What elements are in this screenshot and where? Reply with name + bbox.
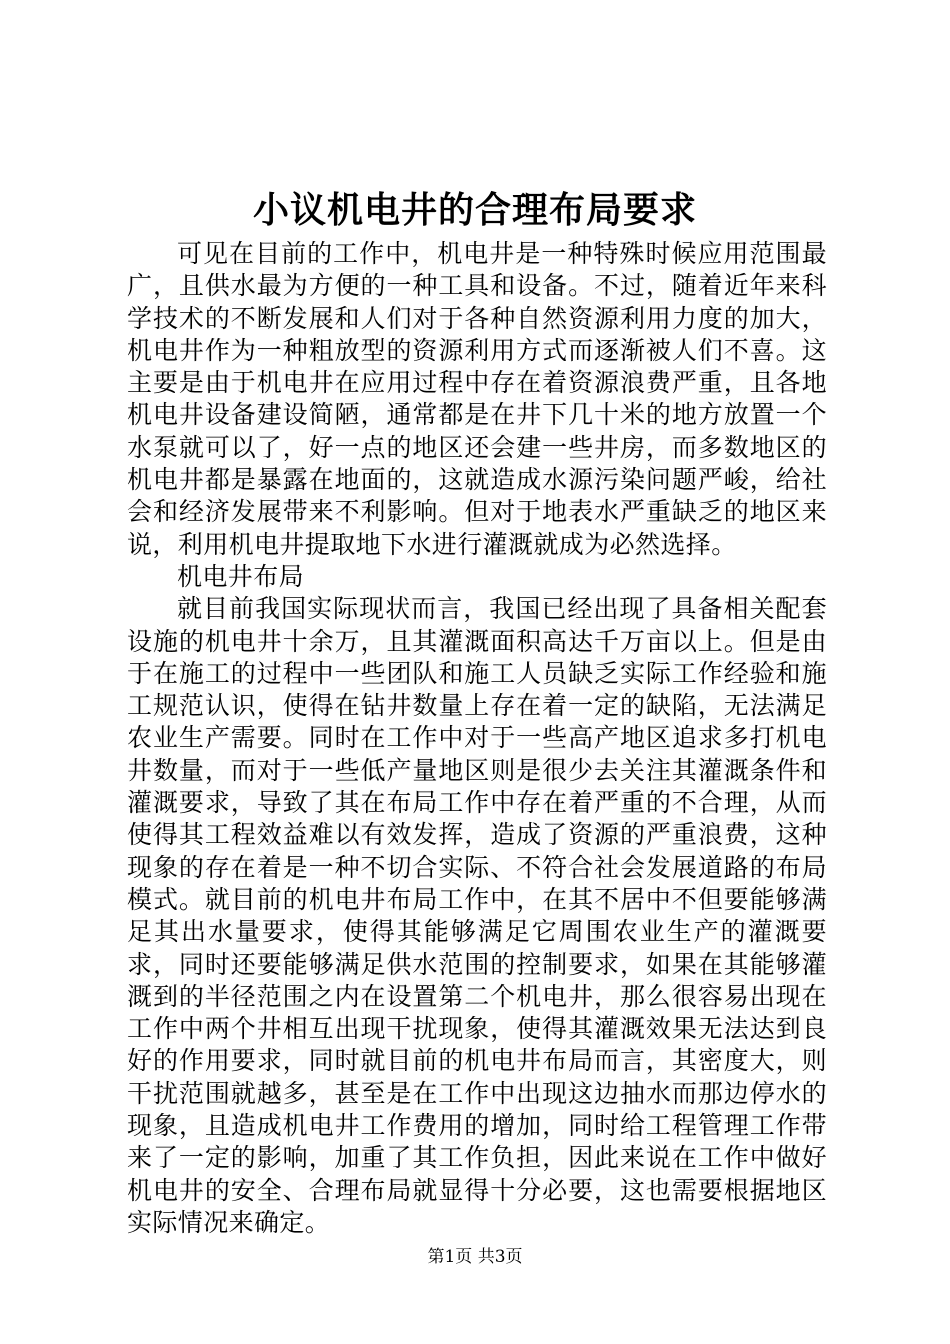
intro-paragraph: 可见在目前的工作中，机电井是一种特殊时候应用范围最广，且供水最为方便的一种工具和设备。不过，随着近年来科学技术的不断发展和人们对于各种自然资源利用力度的加大，机电井作为一种粗放型的资源利用方式而逐渐被人们不喜。这主要是由于机电井在应用过程中存在着资源浪费严重，且各地机电井设备建设简陋，通常都是在井下几十米的地方放置一个水泵就可以了，好一点的地区还会建一些井房，而多数地区的机电井都是暴露在地面的，这就造成水源污染问题严峻，给社会和经济发展带来不利影响。但对于地表水严重缺乏的地区来说，利用机电井提取地下水进行灌溉就成为必然选择。 bbox=[127, 239, 827, 559]
page-title: 小议机电井的合理布局要求 bbox=[252, 189, 697, 231]
section-heading: 机电井布局 bbox=[177, 561, 305, 591]
page-footer: 第1页 共3页 bbox=[427, 1247, 523, 1267]
document-body bbox=[127, 238, 827, 1239]
section-paragraph: 就目前我国实际现状而言，我国已经出现了具备相关配套设施的机电井十余万，且其灌溉面积高达千万亩以上。但是由于在施工的过程中一些团队和施工人员缺乏实际工作经验和施工规范认识，使得在钻井数量上存在着一定的缺陷，无法满足农业生产需要。同时在工作中对于一些高产地区追求多打机电井数量，而对于一些低产量地区则是很少去关注其灌溉条件和灌溉要求，导致了其在布局工作中存在着严重的不合理，从而使得其工程效益难以有效发挥，造成了资源的严重浪费，这种现象的存在着是一种不切合实际、不符合社会发展道路的布局模式。就目前的机电井布局工作中，在其不居中不但要能够满足其出水量要求，使得其能够满足它周围农业生产的灌溉要求，同时还要能够满足供水范围的控制要求，如果在其能够灌溉到的半径范围之内在设置第二个机电井，那么很容易出现在工作中两个井相互出现干扰现象，使得其灌溉效果无法达到良好的作用要求，同时就目前的机电井布局而言，其密度大，则干扰范围就越多，甚至是在工作中出现这边抽水而那边停水的现象，且造成机电井工作费用的增加，同时给工程管理工作带来了一定的影响，加重了其工作负担，因此来说在工作中做好机电井的安全、合理布局就显得十分必要，这也需要根据地区实际情况来确定。 bbox=[127, 594, 827, 1237]
